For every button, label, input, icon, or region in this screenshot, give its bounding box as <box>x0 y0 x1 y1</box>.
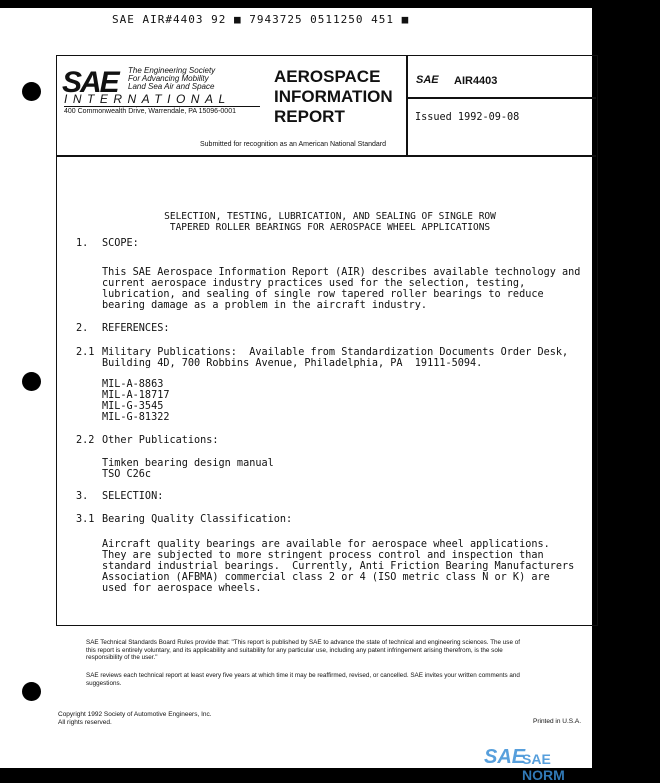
sec-2-1-heading: Military Publications: Available from Standardization Documents Order Desk, Building 4D, 700 Robbins Avenue, Philadelphia, PA 19111-5094. <box>102 347 569 369</box>
copyright: Copyright 1992 Society of Automotive Engineers, Inc. All rights reserved. <box>58 711 212 726</box>
sec-3-1-heading: Bearing Quality Classification: <box>102 514 293 525</box>
footer-review: SAE reviews each technical report at least every five years at which time it may be reaffirmed, revised, or cancelled. SAE invites your written comments and suggestions. <box>86 672 520 687</box>
watermark-text: SAE NORM <box>522 751 565 783</box>
document-type: AEROSPACE INFORMATION REPORT <box>274 67 393 126</box>
other-publications-list: Timken bearing design manual TSO C26c <box>102 458 274 480</box>
document-number: AIR4403 <box>454 75 498 87</box>
issued-date: Issued 1992-09-08 <box>415 112 520 123</box>
sec-3-1-text: Aircraft quality bearings are available for aerospace wheel applications. They are subjected to more stringent process control and inspection than standard industrial bearings. Currently, Anti Friction Bearing Manufacturers Association (AFBMA) commercial class 2 or 4 (ISO metric class N or K) are used for aerospace wheels. <box>102 539 575 594</box>
footer-rules: SAE Technical Standards Board Rules provide that: "This report is published by SAE to advance the state of technical and engineering sciences. The use of this report is entirely voluntary, and its applicability and suitability for any particular use, including any patent infringement arising therefrom, is the sole responsibility of the user." <box>86 639 520 661</box>
divider <box>56 155 596 157</box>
divider <box>406 55 408 155</box>
sec-1-num: 1. <box>76 238 89 249</box>
mil-spec-list: MIL-A-8863 MIL-A-18717 MIL-G-3545 MIL-G-81322 <box>102 379 170 423</box>
sec-2-1-num: 2.1 <box>76 347 95 358</box>
sec-2-2-num: 2.2 <box>76 435 95 446</box>
sec-1-text: This SAE Aerospace Information Report (AIR) describes available technology and current aerospace industry practices used for the selection, testing, lubrication, and sealing of single row tapered roller bearings to reduce bearing damage as a problem in the aircraft industry. <box>102 267 581 311</box>
sec-3-num: 3. <box>76 491 89 502</box>
sec-3-1-num: 3.1 <box>76 514 95 525</box>
watermark-logo: SAE <box>484 746 526 768</box>
sae-small-logo: SAE <box>416 74 439 86</box>
sec-2-num: 2. <box>76 323 89 334</box>
punch-hole <box>22 82 41 101</box>
logo-address: 400 Commonwealth Drive, Warrendale, PA 15096-0001 <box>64 108 236 115</box>
sec-2-2-heading: Other Publications: <box>102 435 219 446</box>
document-page <box>0 8 592 783</box>
logo-international: INTERNATIONAL <box>64 92 260 107</box>
submitted-note: Submitted for recognition as an American National Standard <box>200 141 386 148</box>
scan-header: SAE AIR#4403 92 ■ 7943725 0511250 451 ■ <box>112 13 410 26</box>
divider <box>406 97 596 99</box>
printed-in: Printed in U.S.A. <box>533 718 582 725</box>
sec-3-heading: SELECTION: <box>102 491 164 502</box>
sec-2-heading: REFERENCES: <box>102 323 170 334</box>
document-title: SELECTION, TESTING, LUBRICATION, AND SEALING OF SINGLE ROW TAPERED ROLLER BEARINGS FOR AEROSPACE WHEEL APPLICATIONS <box>164 211 496 233</box>
sae-logo: SAE <box>62 66 118 99</box>
punch-hole <box>22 372 41 391</box>
punch-hole <box>22 682 41 701</box>
sec-1-heading: SCOPE: <box>102 238 139 249</box>
logo-tagline: The Engineering Society For Advancing Mobility Land Sea Air and Space <box>128 66 216 91</box>
